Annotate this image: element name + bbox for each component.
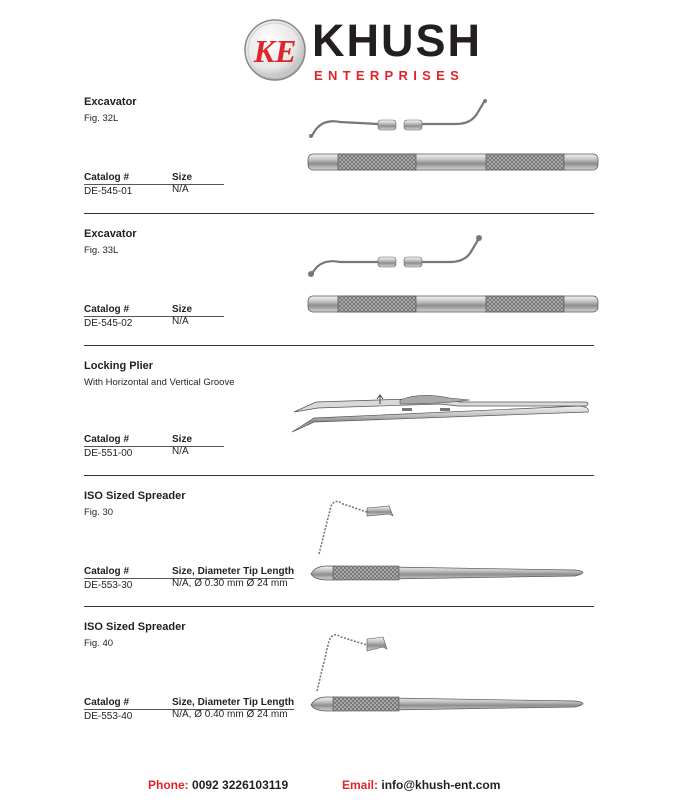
catalog-number: DE-553-40 — [84, 711, 133, 722]
header-rule — [84, 316, 224, 317]
header-rule — [84, 184, 224, 185]
section-divider — [84, 345, 594, 346]
phone-number[interactable]: 0092 3226103119 — [192, 778, 289, 792]
footer — [0, 778, 689, 796]
locking-plier-illustration — [290, 390, 595, 440]
svg-text:KE: KE — [253, 33, 297, 69]
catalog-header: Catalog # — [84, 566, 130, 577]
logo-emblem — [243, 18, 307, 82]
size-header: Size — [172, 434, 193, 445]
size-value: N/A, Ø 0.40 mm Ø 24 mm — [172, 709, 288, 720]
spreader-illustration — [305, 492, 595, 584]
size-header: Size, Diameter Tip Length — [172, 566, 295, 577]
product-description: Fig. 40 — [84, 638, 114, 649]
email-contact — [342, 778, 500, 792]
spreader-illustration — [305, 625, 595, 717]
email-label: Email: — [342, 778, 379, 792]
product-description: With Horizontal and Vertical Groove — [84, 377, 235, 388]
section-divider — [84, 606, 594, 607]
header-rule — [84, 446, 224, 447]
size-value: N/A, Ø 0.30 mm Ø 24 mm — [172, 578, 288, 589]
product-2 — [0, 228, 689, 359]
phone-contact — [148, 778, 288, 792]
section-divider — [84, 213, 594, 214]
catalog-number: DE-551-00 — [84, 448, 133, 459]
product-1 — [0, 96, 689, 227]
size-value: N/A — [172, 446, 189, 457]
product-name: ISO Sized Spreader — [84, 490, 186, 502]
email-address[interactable]: info@khush-ent.com — [381, 778, 501, 792]
catalog-number: DE-545-02 — [84, 318, 133, 329]
product-description: Fig. 32L — [84, 113, 119, 124]
catalog-header: Catalog # — [84, 172, 130, 183]
catalog-header: Catalog # — [84, 697, 130, 708]
phone-label: Phone: — [148, 778, 189, 792]
brand-subtitle: ENTERPRISES — [314, 68, 465, 83]
excavator-illustration — [300, 230, 600, 316]
excavator-illustration — [300, 98, 600, 184]
section-divider — [84, 475, 594, 476]
product-3 — [0, 360, 689, 491]
product-4 — [0, 490, 689, 621]
product-name: ISO Sized Spreader — [84, 621, 186, 633]
catalog-header: Catalog # — [84, 304, 130, 315]
catalog-number: DE-553-30 — [84, 580, 133, 591]
catalog-number: DE-545-01 — [84, 186, 133, 197]
product-description: Fig. 30 — [84, 507, 114, 518]
product-description: Fig. 33L — [84, 245, 119, 256]
size-header: Size — [172, 172, 193, 183]
size-header: Size — [172, 304, 193, 315]
product-name: Excavator — [84, 96, 137, 108]
product-name: Locking Plier — [84, 360, 154, 372]
product-5 — [0, 621, 689, 752]
header — [0, 10, 689, 83]
size-value: N/A — [172, 316, 189, 327]
size-value: N/A — [172, 184, 189, 195]
product-name: Excavator — [84, 228, 137, 240]
brand-name: KHUSH — [312, 15, 483, 66]
size-header: Size, Diameter Tip Length — [172, 697, 295, 708]
catalog-header: Catalog # — [84, 434, 130, 445]
